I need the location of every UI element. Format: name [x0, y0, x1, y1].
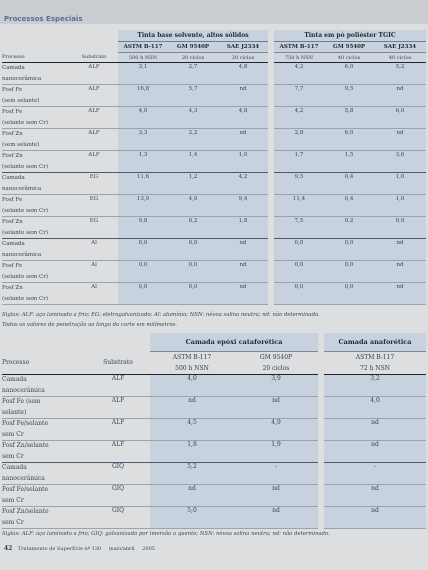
value-cell: 3,2 — [324, 375, 426, 397]
substrate-cell: ALF — [86, 375, 150, 397]
value-cell: 0,0 — [168, 239, 218, 261]
value-cell: 9,8 — [118, 217, 168, 239]
substrate-cell: Al — [70, 261, 118, 283]
table-row — [2, 217, 426, 239]
process-line: Fosf Fe/selante — [2, 420, 49, 427]
value-cell: nd — [374, 283, 426, 305]
value-cell: nd — [234, 397, 318, 419]
value-cell: 4,9 — [234, 419, 318, 441]
value-cell: 1,3 — [118, 151, 168, 173]
value-cell: 0,0 — [118, 283, 168, 305]
corrosion-table-2 — [2, 333, 426, 529]
value-cell: 4,3 — [168, 107, 218, 129]
col-header-gm: GM 9540P 20 ciclos — [234, 352, 318, 375]
value-cell: 0,0 — [324, 283, 374, 305]
substrate-cell: GIQ — [86, 463, 150, 485]
process-cell — [2, 463, 86, 485]
substrate-cell: ALF — [70, 129, 118, 151]
corrosion-table-1 — [2, 30, 426, 305]
process-cell — [2, 261, 70, 283]
process-line: Camada — [2, 376, 27, 383]
process-cell — [2, 397, 86, 419]
col-header-substrato: Substrato — [86, 352, 150, 375]
std-header: SAE J2334 — [374, 42, 426, 53]
value-cell: 5,2 — [374, 63, 426, 85]
col-header-processo: Processo — [2, 352, 86, 375]
process-cell — [2, 195, 70, 217]
process-line: (selante sem Cr) — [2, 207, 49, 214]
substrate-cell: ALF — [70, 63, 118, 85]
process-cell — [2, 375, 86, 397]
table-row — [2, 419, 426, 441]
substrate-cell: ALF — [70, 151, 118, 173]
process-line: Fosf Zn/selante — [2, 508, 49, 515]
substrate-cell: Al — [70, 239, 118, 261]
col-header: 20 ciclos — [218, 53, 268, 63]
value-cell: 0,0 — [274, 283, 324, 305]
substrate-cell: ALF — [86, 419, 150, 441]
process-line: nanocerâmica — [2, 251, 42, 258]
process-cell — [2, 441, 86, 463]
value-cell: 0,0 — [274, 261, 324, 283]
value-cell: 13,9 — [118, 195, 168, 217]
table-row — [2, 173, 426, 195]
substrate-cell: GIQ — [86, 485, 150, 507]
substrate-cell: ALF — [70, 85, 118, 107]
process-line: (sem selante) — [2, 97, 40, 104]
process-line: sem Cr — [2, 518, 24, 526]
std-header: GM 9540P — [168, 42, 218, 53]
group-header-cataphoretic: Camada epóxi cataforética — [150, 333, 318, 352]
process-line: Camada — [2, 65, 25, 71]
value-cell: nd — [218, 239, 268, 261]
process-line: Fosf Fe (sem — [2, 398, 41, 405]
process-line: (sem selante) — [2, 141, 40, 148]
page-number: 42 — [4, 545, 13, 552]
value-cell: 2,8 — [274, 129, 324, 151]
process-line: Fosf Zn — [2, 285, 23, 291]
std-header: GM 9540P — [324, 42, 374, 53]
value-cell: 7,5 — [274, 217, 324, 239]
value-cell: 4,2 — [274, 107, 324, 129]
value-cell: 0,2 — [324, 217, 374, 239]
journal-issue: maio/abril — [108, 546, 135, 552]
value-cell: 4,9 — [168, 195, 218, 217]
value-cell: 1,2 — [168, 173, 218, 195]
value-cell: - — [324, 463, 426, 485]
journal-year: 2005 — [142, 546, 155, 552]
process-cell — [2, 129, 70, 151]
value-cell: 9,5 — [274, 173, 324, 195]
value-cell: 0,0 — [168, 261, 218, 283]
process-line: (selante sem Cr) — [2, 163, 49, 170]
process-cell — [2, 151, 70, 173]
process-line: Fosf Zn — [2, 131, 23, 137]
process-line: (selante sem Cr) — [2, 273, 49, 280]
table-row — [2, 129, 426, 151]
table-row — [2, 375, 426, 397]
table-row — [2, 507, 426, 529]
value-cell: 1,9 — [234, 441, 318, 463]
col-header-astm: ASTM B-117 500 h NSN — [150, 352, 234, 375]
value-cell: 0,4 — [324, 195, 374, 217]
value-cell: 3,1 — [118, 63, 168, 85]
process-line: Fosf Fe — [2, 197, 23, 203]
value-cell: 1,4 — [168, 151, 218, 173]
value-cell: nd — [218, 283, 268, 305]
col-header-substrato: Substrato — [70, 53, 118, 63]
table1-footnote — [2, 310, 426, 330]
process-line: Fosf Fe — [2, 263, 23, 269]
value-cell: 0,0 — [324, 239, 374, 261]
process-cell — [2, 107, 70, 129]
value-cell: 6,0 — [374, 107, 426, 129]
value-cell: 11,4 — [274, 195, 324, 217]
table-row — [2, 283, 426, 305]
value-cell: 0,4 — [324, 173, 374, 195]
table-row — [2, 151, 426, 173]
value-cell: nd — [324, 419, 426, 441]
process-line: (selante sem Cr) — [2, 229, 49, 236]
value-cell: 0,0 — [118, 261, 168, 283]
value-cell: 0,0 — [274, 239, 324, 261]
process-line: nanocerâmica — [2, 474, 45, 482]
group-header-solvent: Tinta base solvente, altos sólidos — [118, 30, 268, 42]
std-header: ASTM B-117 — [118, 42, 168, 53]
value-cell: 1,8 — [150, 441, 234, 463]
table-row — [2, 107, 426, 129]
value-cell: 3,3 — [118, 129, 168, 151]
value-cell: 16,8 — [118, 85, 168, 107]
col-header-astm-ana: ASTM B-117 72 h NSN — [324, 352, 426, 375]
table-row — [2, 239, 426, 261]
std-header: SAE J2334 — [218, 42, 268, 53]
value-cell: 4,2 — [274, 63, 324, 85]
process-line: nanocerâmica — [2, 185, 42, 192]
value-cell: 0,0 — [324, 261, 374, 283]
value-cell: 5,7 — [168, 85, 218, 107]
process-line: sem Cr — [2, 496, 24, 504]
value-cell: 2,2 — [168, 129, 218, 151]
footnote-units: Todos os valores de penetração ao longo do corte em milímetros. — [2, 322, 177, 328]
value-cell: 9,5 — [324, 85, 374, 107]
table-row — [2, 63, 426, 85]
value-cell: 2,7 — [168, 63, 218, 85]
value-cell: nd — [374, 239, 426, 261]
col-header: 40 ciclos — [374, 53, 426, 63]
process-line: Camada — [2, 175, 25, 181]
footnote-abbrev: Siglas: ALF: aço laminado a frio; EG: eletrogalvanizado; Al: alumínio; NSN: névoa salina neutra; nd: não determinado. — [2, 312, 320, 318]
table2-footnote: Siglas: ALF: aço laminado a frio; GIQ: galvanizado por imersão a quente; NSN: névoa salina neutra; nd: não determinado. — [2, 531, 330, 537]
page-footer — [4, 545, 161, 552]
process-cell — [2, 239, 70, 261]
substrate-cell: ALF — [70, 107, 118, 129]
value-cell: 0,2 — [168, 217, 218, 239]
process-line: sem Cr — [2, 430, 24, 438]
value-cell: 4,2 — [218, 173, 268, 195]
value-cell: 4,0 — [118, 107, 168, 129]
process-line: nanocerâmica — [2, 75, 42, 82]
process-cell — [2, 85, 70, 107]
value-cell: nd — [218, 129, 268, 151]
table-row — [2, 485, 426, 507]
value-cell: nd — [218, 85, 268, 107]
std-header: ASTM B-117 — [274, 42, 324, 53]
table-row — [2, 441, 426, 463]
value-cell: nd — [374, 85, 426, 107]
substrate-cell: EG — [70, 173, 118, 195]
table-row — [2, 463, 426, 485]
value-cell: 4,0 — [150, 375, 234, 397]
process-cell — [2, 507, 86, 529]
substrate-cell: ALF — [86, 397, 150, 419]
journal-name: Tratamento de Superfície nº 130 — [17, 546, 102, 552]
table-row — [2, 261, 426, 283]
table-row — [2, 85, 426, 107]
value-cell: 0,0 — [118, 239, 168, 261]
process-line: Fosf Zn/selante — [2, 442, 49, 449]
value-cell: 3,9 — [234, 375, 318, 397]
value-cell: 4,8 — [218, 107, 268, 129]
value-cell: nd — [234, 507, 318, 529]
col-header: 750 h NSN — [274, 53, 324, 63]
process-line: Fosf Fe/selante — [2, 486, 49, 493]
process-cell — [2, 217, 70, 239]
process-line: (selante sem Cr) — [2, 119, 49, 126]
process-line: sem Cr — [2, 452, 24, 460]
value-cell: - — [234, 463, 318, 485]
col-header: 40 ciclos — [324, 53, 374, 63]
col-header-processo: Processo — [2, 53, 70, 63]
value-cell: 1,0 — [218, 151, 268, 173]
value-cell: nd — [234, 485, 318, 507]
value-cell: 6,0 — [324, 129, 374, 151]
value-cell: nd — [324, 485, 426, 507]
process-line: (selante sem Cr) — [2, 295, 49, 302]
table-row — [2, 397, 426, 419]
value-cell: 5,0 — [150, 507, 234, 529]
value-cell: nd — [218, 261, 268, 283]
process-line: Camada — [2, 464, 27, 471]
process-line: Fosf Zn — [2, 219, 23, 225]
process-cell — [2, 485, 86, 507]
value-cell: nd — [324, 507, 426, 529]
process-line: Camada — [2, 241, 25, 247]
value-cell: 4,5 — [150, 419, 234, 441]
substrate-cell: GIQ — [86, 507, 150, 529]
value-cell: 11,6 — [118, 173, 168, 195]
value-cell: 4,8 — [218, 63, 268, 85]
value-cell: 7,7 — [274, 85, 324, 107]
value-cell: 9,4 — [218, 195, 268, 217]
value-cell: nd — [374, 129, 426, 151]
process-line: Fosf Zn — [2, 153, 23, 159]
substrate-cell: EG — [70, 195, 118, 217]
value-cell: nd — [150, 397, 234, 419]
substrate-cell: Al — [70, 283, 118, 305]
value-cell: 3,6 — [374, 151, 426, 173]
value-cell: 1,7 — [274, 151, 324, 173]
process-line: Fosf Fe — [2, 109, 23, 115]
process-cell — [2, 173, 70, 195]
substrate-cell: ALF — [86, 441, 150, 463]
group-header-anaphoretic: Camada anaforética — [324, 333, 426, 352]
table-row — [2, 195, 426, 217]
col-header: 20 ciclos — [168, 53, 218, 63]
value-cell: 1,0 — [374, 195, 426, 217]
value-cell: 4,0 — [324, 397, 426, 419]
value-cell: nd — [150, 485, 234, 507]
process-line: selante) — [2, 408, 27, 416]
value-cell: 1,8 — [218, 217, 268, 239]
process-line: nanocerâmica — [2, 386, 45, 394]
section-title: Processos Especiais — [4, 15, 83, 23]
value-cell: 6,0 — [324, 63, 374, 85]
group-header-powder: Tinta em pó poliéster TGIC — [274, 30, 426, 42]
value-cell: 1,0 — [374, 173, 426, 195]
value-cell: 1,5 — [324, 151, 374, 173]
value-cell: 5,2 — [150, 463, 234, 485]
process-line: Fosf Fe — [2, 87, 23, 93]
col-header: 500 h NSN — [118, 53, 168, 63]
value-cell: 0,0 — [168, 283, 218, 305]
value-cell: nd — [374, 261, 426, 283]
value-cell: 5,8 — [324, 107, 374, 129]
value-cell: nd — [324, 441, 426, 463]
process-cell — [2, 63, 70, 85]
value-cell: 0,9 — [374, 217, 426, 239]
process-cell — [2, 283, 70, 305]
substrate-cell: EG — [70, 217, 118, 239]
process-cell — [2, 419, 86, 441]
